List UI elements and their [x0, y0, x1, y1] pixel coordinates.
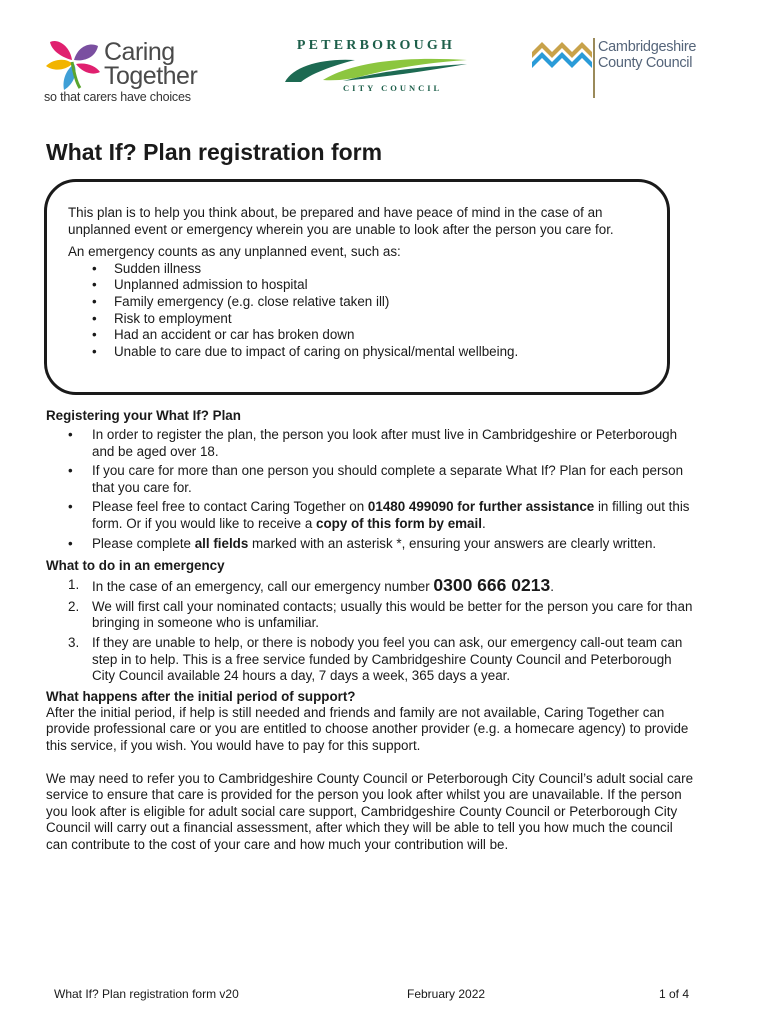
ccc-crest-icon [532, 38, 592, 72]
after-support-paragraph-2: We may need to refer you to Cambridgeshire County Council or Peterborough City Council’s adult social care service to ensure that care is provided for the person you look after whilst you are unavailable. If the person you look after is eligible for adult social care support, Cambridgeshire County Council or Peterborough City Council will carry out a financial assessment, after which they will be able to tell you how much the council can contribute to the cost of your care and how much your contribution will be. [46, 770, 694, 852]
intro-box [44, 179, 670, 395]
emergency-steps-list [46, 577, 696, 685]
main-content [46, 407, 696, 853]
list-item: • Unplanned admission to hospital [92, 277, 645, 294]
emergency-examples-list [68, 261, 645, 361]
cambridgeshire-county-council-logo [532, 38, 712, 98]
list-item: • Sudden illness [92, 261, 645, 278]
emergency-phone-number: 0300 666 0213 [433, 575, 551, 596]
list-item: • Had an accident or car has broken down [92, 327, 645, 344]
caring-together-logo [44, 36, 234, 106]
list-item: • Please complete all fields marked with an asterisk *, ensuring your answers are clearly written. [68, 536, 696, 553]
list-item: • Family emergency (e.g. close relative taken ill) [92, 294, 645, 311]
ccc-wordmark-line1: Cambridgeshire [598, 39, 697, 55]
ccc-wordmark-line2: County Council [598, 55, 693, 71]
registering-heading: Registering your What If? Plan [46, 408, 241, 423]
pcc-swoosh-icon [283, 54, 469, 84]
list-item: • If you care for more than one person you should complete a separate What If? Plan for each person that you care for. [68, 463, 696, 496]
email-copy-note: copy of this form by email [316, 515, 482, 531]
caring-together-tagline: so that carers have choices [44, 90, 191, 104]
ccc-divider [593, 38, 595, 98]
list-item: • Unable to care due to impact of caring on physical/mental wellbeing. [92, 344, 645, 361]
emergency-definition: An emergency counts as any unplanned event, such as: [68, 244, 401, 260]
pcc-wordmark-top: PETERBOROUGH [296, 38, 456, 53]
footer-page-number: 1 of 4 [659, 987, 690, 1001]
caring-together-butterfly-icon [44, 36, 102, 92]
after-support-paragraph-1: After the initial period, if help is still needed and friends and family are not available, Caring Together can provide professional care or you are entitled to choose another provider (e.g. a homecare agency) to provide this service, if you wish. You would have to pay for this support. [46, 704, 689, 753]
footer-form-version: What If? Plan registration form v20 [54, 987, 239, 1001]
after-support-heading: What happens after the initial period of support? [46, 688, 356, 704]
peterborough-city-council-logo [283, 38, 469, 96]
caring-together-wordmark-line1: Caring [104, 38, 175, 66]
contact-phone: 01480 499090 for further assistance [367, 499, 595, 515]
footer-date: February 2022 [407, 987, 486, 1001]
list-item: • In order to register the plan, the person you look after must live in Cambridgeshire or Peterborough and be aged over 18. [68, 427, 696, 460]
page-title: What If? Plan registration form [46, 139, 383, 165]
all-fields-note: all fields [194, 535, 249, 551]
list-item: 3. If they are unable to help, or there is nobody you feel you can ask, our emergency call-out team can step in to help. This is a free service funded by Cambridgeshire County Council and Peterborough City Council available 24 hours a day, 7 days a week, 365 days a year. [68, 634, 683, 684]
intro-paragraph: This plan is to help you think about, be prepared and have peace of mind in the case of an unplanned event or emergency wherein you are unable to look after the person you care for. [68, 205, 614, 237]
list-item: • Risk to employment [92, 311, 645, 328]
list-item: 1. In the case of an emergency, call our emergency number 0300 666 0213. [68, 575, 554, 596]
registering-list [46, 427, 696, 552]
emergency-heading: What to do in an emergency [46, 558, 225, 574]
list-item: 2. We will first call your nominated contacts; usually this would be better for the person you care for than bringing in someone who is unfamiliar. [68, 598, 693, 631]
list-item: • Please feel free to contact Caring Together on 01480 499090 for further assistance in filling out this form. Or if you would like to receive a copy of this form by email. [68, 499, 696, 532]
pcc-wordmark-bottom: CITY COUNCIL [343, 83, 443, 93]
caring-together-wordmark-line2: Together [104, 62, 198, 90]
